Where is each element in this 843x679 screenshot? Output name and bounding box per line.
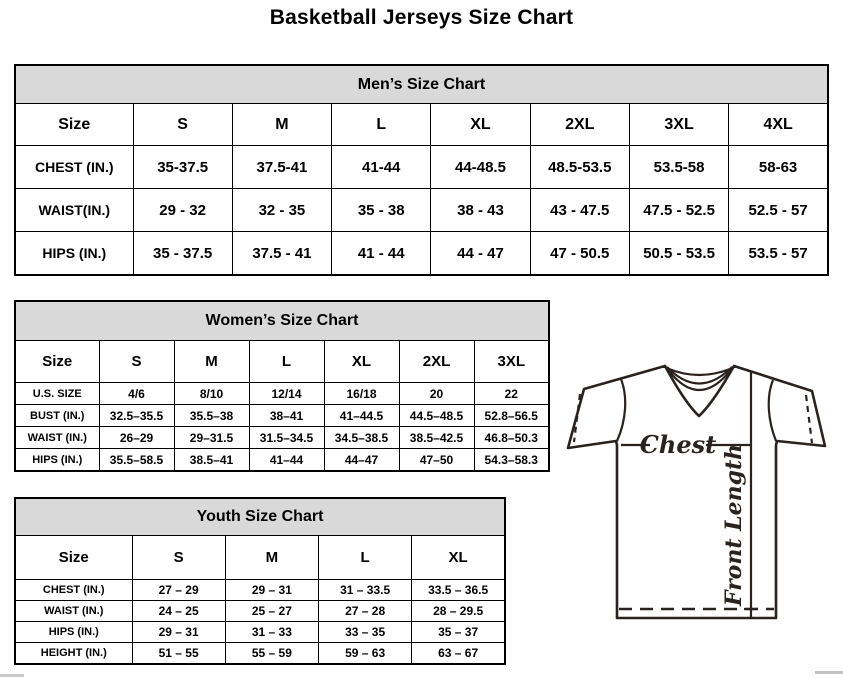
women-data-cell: 4/6 [99, 383, 174, 405]
youth-data-cell: 25 – 27 [225, 601, 318, 622]
youth-column-header: XL [412, 536, 505, 580]
youth-column-header: L [319, 536, 412, 580]
youth-table-row [15, 601, 505, 622]
women-column-header: S [99, 341, 174, 383]
youth-data-cell: 27 – 28 [319, 601, 412, 622]
men-column-header: L [332, 104, 431, 146]
women-data-cell: 41–44 [249, 449, 324, 472]
women-data-cell: 44.5–48.5 [399, 405, 474, 427]
men-data-cell: 41 - 44 [332, 232, 431, 276]
women-column-header: L [249, 341, 324, 383]
women-table-title: Women’s Size Chart [15, 301, 549, 341]
youth-row-label: HEIGHT (IN.) [15, 643, 132, 665]
women-column-header: XL [324, 341, 399, 383]
men-data-cell: 50.5 - 53.5 [629, 232, 728, 276]
women-column-header: 2XL [399, 341, 474, 383]
youth-data-cell: 55 – 59 [225, 643, 318, 665]
women-data-cell: 31.5–34.5 [249, 427, 324, 449]
youth-data-cell: 35 – 37 [412, 622, 505, 643]
women-data-cell: 32.5–35.5 [99, 405, 174, 427]
left-armhole-seam [617, 379, 625, 441]
scrollbar-fragment-left [0, 674, 24, 677]
men-column-header: M [232, 104, 331, 146]
youth-data-cell: 33.5 – 36.5 [412, 580, 505, 601]
men-data-cell: 37.5 - 41 [232, 232, 331, 276]
jersey-measurement-diagram [555, 353, 843, 645]
men-data-cell: 53.5 - 57 [729, 232, 828, 276]
men-data-cell: 58-63 [729, 146, 828, 189]
men-data-cell: 41-44 [332, 146, 431, 189]
youth-column-header: M [225, 536, 318, 580]
women-data-cell: 46.8–50.3 [474, 427, 549, 449]
men-data-cell: 37.5-41 [232, 146, 331, 189]
front-length-label: Front Length [721, 443, 747, 607]
youth-data-cell: 31 – 33.5 [319, 580, 412, 601]
women-column-header: M [174, 341, 249, 383]
youth-row-label: CHEST (IN.) [15, 580, 132, 601]
men-row-label: WAIST(IN.) [15, 189, 133, 232]
women-data-cell: 12/14 [249, 383, 324, 405]
women-data-cell: 26–29 [99, 427, 174, 449]
men-data-cell: 38 - 43 [431, 189, 530, 232]
men-table-row [15, 146, 828, 189]
women-data-cell: 38–41 [249, 405, 324, 427]
men-data-cell: 53.5-58 [629, 146, 728, 189]
women-data-cell: 29–31.5 [174, 427, 249, 449]
youth-data-cell: 29 – 31 [132, 622, 225, 643]
men-data-cell: 35-37.5 [133, 146, 232, 189]
youth-data-cell: 28 – 29.5 [412, 601, 505, 622]
men-column-header: 3XL [629, 104, 728, 146]
women-data-cell: 54.3–58.3 [474, 449, 549, 472]
youth-column-header: S [132, 536, 225, 580]
men-data-cell: 44 - 47 [431, 232, 530, 276]
men-data-cell: 52.5 - 57 [729, 189, 828, 232]
women-column-header: Size [15, 341, 99, 383]
women-data-cell: 38.5–41 [174, 449, 249, 472]
men-row-label: HIPS (IN.) [15, 232, 133, 276]
youth-table-row [15, 643, 505, 665]
youth-data-cell: 51 – 55 [132, 643, 225, 665]
youth-table-row [15, 580, 505, 601]
jersey-outline [568, 366, 825, 618]
men-column-header: S [133, 104, 232, 146]
youth-data-cell: 59 – 63 [319, 643, 412, 665]
page-title: Basketball Jerseys Size Chart [269, 6, 574, 29]
men-data-cell: 44-48.5 [431, 146, 530, 189]
men-row-label: CHEST (IN.) [15, 146, 133, 189]
mens-size-table [14, 64, 829, 276]
youth-size-table [14, 497, 506, 665]
women-table-row [15, 383, 549, 405]
men-data-cell: 32 - 35 [232, 189, 331, 232]
men-data-cell: 47 - 50.5 [530, 232, 629, 276]
youth-table-row [15, 622, 505, 643]
men-column-header: 4XL [729, 104, 828, 146]
right-cuff-dashed-seam [806, 395, 812, 443]
women-data-cell: 16/18 [324, 383, 399, 405]
men-data-cell: 29 - 32 [133, 189, 232, 232]
women-data-cell: 41–44.5 [324, 405, 399, 427]
women-row-label: BUST (IN.) [15, 405, 99, 427]
youth-data-cell: 24 – 25 [132, 601, 225, 622]
women-data-cell: 22 [474, 383, 549, 405]
men-data-cell: 48.5-53.5 [530, 146, 629, 189]
youth-data-cell: 33 – 35 [319, 622, 412, 643]
men-table-title: Men’s Size Chart [15, 65, 828, 104]
women-data-cell: 52.8–56.5 [474, 405, 549, 427]
men-data-cell: 43 - 47.5 [530, 189, 629, 232]
women-data-cell: 8/10 [174, 383, 249, 405]
chest-label: Chest [639, 430, 717, 459]
men-column-header: Size [15, 104, 133, 146]
men-table-row [15, 189, 828, 232]
youth-data-cell: 63 – 67 [412, 643, 505, 665]
women-data-cell: 20 [399, 383, 474, 405]
women-row-label: U.S. SIZE [15, 383, 99, 405]
women-row-label: HIPS (IN.) [15, 449, 99, 472]
women-data-cell: 35.5–38 [174, 405, 249, 427]
scrollbar-fragment-right [815, 671, 843, 674]
women-column-header: 3XL [474, 341, 549, 383]
men-data-cell: 47.5 - 52.5 [629, 189, 728, 232]
right-armhole-seam [769, 380, 776, 441]
women-table-row [15, 427, 549, 449]
youth-data-cell: 27 – 29 [132, 580, 225, 601]
men-column-header: XL [431, 104, 530, 146]
womens-size-table [14, 300, 550, 472]
women-data-cell: 44–47 [324, 449, 399, 472]
youth-row-label: WAIST (IN.) [15, 601, 132, 622]
women-table-row [15, 449, 549, 472]
youth-column-header: Size [15, 536, 132, 580]
women-row-label: WAIST (IN.) [15, 427, 99, 449]
women-data-cell: 38.5–42.5 [399, 427, 474, 449]
men-column-header: 2XL [530, 104, 629, 146]
women-table-row [15, 405, 549, 427]
women-data-cell: 47–50 [399, 449, 474, 472]
youth-table-title: Youth Size Chart [15, 498, 505, 536]
men-table-row [15, 232, 828, 276]
women-data-cell: 35.5–58.5 [99, 449, 174, 472]
youth-data-cell: 29 – 31 [225, 580, 318, 601]
collar-back-arc [669, 369, 730, 375]
youth-data-cell: 31 – 33 [225, 622, 318, 643]
youth-row-label: HIPS (IN.) [15, 622, 132, 643]
men-data-cell: 35 - 37.5 [133, 232, 232, 276]
women-data-cell: 34.5–38.5 [324, 427, 399, 449]
men-data-cell: 35 - 38 [332, 189, 431, 232]
